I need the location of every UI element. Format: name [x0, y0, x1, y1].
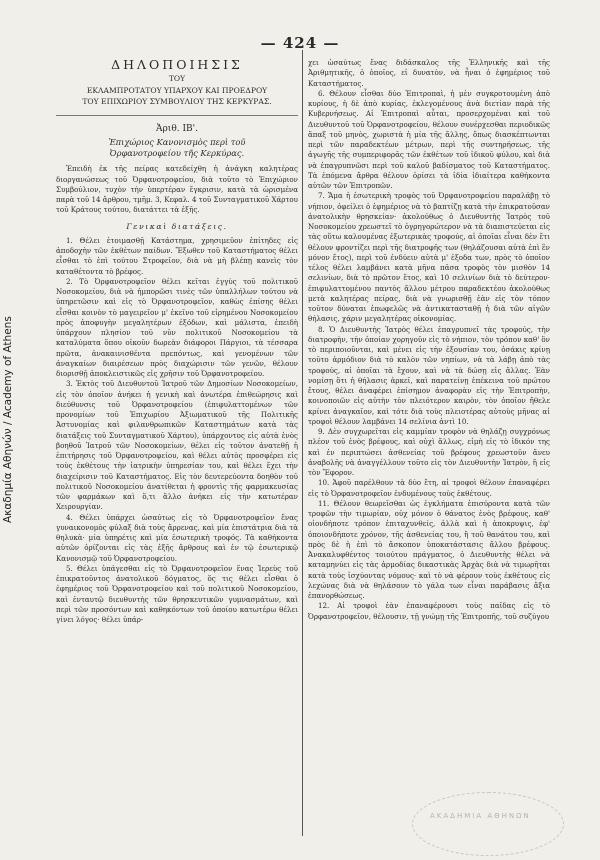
paragraph: 2. Τὸ Ὀρφανοτροφεῖον θέλει κεῖται ἐγγὺς τοῦ πολιτικοῦ Νοσοκομείου, διὰ νὰ ἠμπορῶσι τινὲς τῶν ὑπαλλήλων τούτου νὰ ὑπηρετῶσιν καὶ εἰς τὸ Ὀρφανοτροφεῖον, καθὼς ἐπίσης θέλει εἶσθαι κοινὸν τὸ μαγειρεῖον μ' ἐκεῖνο τοῦ εἰρημένου Νοσοκομείου πρὸς ἀποφυγὴν μεγαλητέρων ἐξόδων, καὶ μάλιστα, ἐπειδὴ ὑπάρχουν πλησίον τοῦ νῦν πολιτικοῦ Νοσοκομείου τὰ καταλύματα ὅπου οἰκοῦν δωρεὰν διάφοροι Πάργιοι, τὰ τέσσαρα πρῶτα, ἀνακαινισθέντα πρεπόντως, καὶ γενομένων τῶν ἀναγκαίων διαιρέσεων πρὸς διαχώρισιν τῶν γενῶν, θέλουν διορισθῇ ἀποκλειστικῶς εἰς χρῆσιν τοῦ Ὀρφανοτροφείου.	[56, 276, 298, 378]
column-divider	[302, 50, 303, 836]
title-line-3: ΤΟΥ ΕΠΙΧΩΡΙΟΥ ΣΥΜΒΟΥΛΙΟΥ ΤΗΣ ΚΕΡΚΥΡΑΣ.	[82, 96, 272, 106]
paragraph: 9. Δὲν συγχωρεῖται εἰς καμμίαν τροφὸν νὰ θηλάζῃ συγχρόνως πλέον τοῦ ἑνὸς βρέφους, καὶ οὐχὶ ἄλλως, εἰμὴ εἰς τὸ ἰδικόν της καὶ ἐν περιπτώσει ἀσθενείας τοῦ βρέφους χρεωστοῦν ἄνευ ἀναβολῆς νὰ ἀναγγέλλουν τοῦτο εἰς τὸν Διευθυντὴν Ἰατρὸν, ἢ εἰς τὸν Ἔφορον.	[308, 427, 550, 477]
regulation-title: Ἐπιχώριος Κανονισμὸς περὶ τοῦ Ὀρφανοτροφείου τῆς Κερκύρας.	[108, 137, 246, 158]
paragraph: 6. Θέλουν εἶσθαι δύο Ἐπιτροπαὶ, ἡ μὲν συγκροτουμένη ἀπὸ κυρίους, ἡ δὲ ἀπὸ κυρίας, ἐκλεγομένους ἀνὰ διετίαν παρὰ τῆς Κυβερνήσεως. Αἱ Ἐπιτροπαὶ αὗται, προσερχομέναι καὶ τοῦ Διευθυντοῦ τοῦ Ὀρφανοτροφείου, θέλουν συνέρχεσθαι περιοδικῶς ἅπαξ τοῦ μηνὸς, χωριστὰ ἡ μία τῆς ἄλλης, ὅπως διασκέπτωνται περὶ τῶν παραδεκτέων μέτρων, περὶ τῆς συντηρήσεως, τῆς ἀγωγῆς τῆς συμπεριφορᾶς τῶν ἐκθέτων τοῦ ἰδικοῦ φύλου, καὶ διὰ νὰ ἐπαγρυπνῶσι περὶ τοῦ καλοῦ βαδίσματος τοῦ Καταστήματος. Τὰ ἑπόμενα ἄρθρα θέλουν ὁρίσει τὰ ἰδία ἰδιαίτερα καθήκοντα αὐτῶν τῶν Ἐπιτροπῶν.	[308, 88, 550, 190]
paragraph: 12. Αἱ τροφοὶ ἐὰν ἐπαναφέρουσι τοὺς παῖδας εἰς τὸ Ὀρφανοτροφεῖον, θέλουσιν, τῇ γνώμῃ τῆς Ἐπιτροπῆς, τοῦ συζύγου	[308, 601, 550, 621]
paragraph: 1. Θέλει ἑτοιμασθῇ Κατάστημα, χρησιμεῦον ἐπίτηδες εἰς ἀποδοχὴν τῶν ἐκθέτων παίδων. Ἔξωθεν τοῦ Καταστήματος θέλει εἶσθαι τὸ ἐπὶ τούτου Στροφεῖον, διὰ νὰ μὴ βλέπῃ κανεὶς τὸν καταθέτοντα τὸ βρέφος.	[56, 235, 298, 276]
document-number: Ἀριθ. ΙΒ'.	[156, 124, 198, 134]
paragraph: χει ὡσαύτως ἕνας διδάσκαλος τῆς Ἑλληνικῆς καὶ τῆς Ἀριθμητικῆς, ὁ ὁποῖος, εἰ δυνατὸν, νὰ ἦναι ὁ ἐφημέριος τοῦ Καταστήματος.	[308, 58, 550, 88]
page-number: — 424 —	[260, 34, 340, 52]
paragraph: 8. Ὁ Διευθυντὴς Ἰατρὸς θέλει ἐπαγρυπνεῖ τὰς τροφούς, τὴν διατροφὴν, τὴν ὁποίαν χορηγοῦν εἰς τὸ νήπιον, τὸν τρόπον καθ' ὃν τὸ περιποιοῦνται, καὶ μένει εἰς τὴν ἐξουσίαν του, ὁσάκις κρίνῃ τοῦτο ἁρμόδιον διὰ τὸ καλὸν τῶν νηπίων, νὰ τὰ λάβῃ ἀπὸ τὰς τροφούς, αἱ ὁποῖαι τὰ ἔχουν, καὶ νὰ τὰ δώσῃ εἰς ἄλλας. Ἐὰν νομίσῃ ὅτι ἡ θήλασις ἀρκεῖ, καὶ παρατείνῃ ἐπέκεινα τοῦ πρώτου ἔτους, θέλει ἀναφέρει ἐπίσημον ἀναφορὰν εἰς τὴν Ἐπιτροπὴν, κοινοποιῶν εἰς αὐτὴν τὸν πλειότερον καιρὸν, τὸν ὁποῖον ἤθελε κρίνει ἀναγκαῖον, καὶ τότε διὰ τοὺς πλειοτέρας αὐτοὺς μῆνας αἱ τροφοὶ θέλουν λαμβάνει 14 σελίνια ἀντὶ 10.	[308, 324, 550, 426]
archive-sidebar-label: Ακαδημία Αθηνών / Academy of Athens	[2, 316, 14, 524]
left-paragraphs	[56, 236, 298, 626]
paragraph: 7. Ἅμα ἡ ἐσωτερικὴ τροφὸς τοῦ Ὀρφανοτροφείου παραλάβῃ τὸ νήπιον, ὀφείλει ὁ ἐφημέριος νὰ τὸ βαπτίζῃ κατὰ τὴν ἐπικρατοῦσαν ἀνατολικὴν θρησκείαν· ἀκολούθως ὁ Διευθυντὴς Ἰατρὸς τοῦ Νοσοκομείου χρεωστεῖ τὸ ὀγρηγορώτερον νὰ τὰ διαπιστεύεται εἰς τὰς οὕτω καλουμένας ἐξωτερικὰς τροφούς, αἱ ὁποῖαι εἶναι δὲν ἔτι θέλουν φροντίζει περὶ τῆς διατροφῆς των (θηλάζουσαι αὐτὰ ἐπὶ ἓν μόνον ἔτος), περὶ τοῦ ἐνδύειν αὐτὰ μ' ἐξοδα των, πρὸς τὸ ὁποῖον τέλος θέλει λαμβάνει κατὰ μῆνα πᾶσα τροφὸς τὸν μισθὸν 14 σελινίων, διὰ τὸ πρῶτον ἔτος, καὶ 10 σελινίων διὰ τὸ δεύτερον· ἐπιφυλαττομένου παντὸς ἄλλου μέτρου παραδεκτέου ἀκολούθως μετὰ καλητέρας πείρας, διὰ νὰ γνωρισθῇ ἐὰν εἰς τὸν τόπον τοῦτον δύναται ἐπωφελῶς νὰ ἀντικατασταθῇ ἡ διὰ τῶν αἰγῶν θήλασις, χάριν μεγαλητέρας οἰκονομίας.	[308, 191, 550, 324]
paragraph: 10. Ἀφοῦ παρέλθουν τὰ δύο ἔτη, αἱ τροφοὶ θέλουν ἐπαναφέρει εἰς τὸ Ὀρφανοτροφεῖον ἐνδυμένους τοὺς ἐκθέτους.	[308, 478, 550, 498]
title-line-1: ΤΟΥ	[168, 74, 186, 84]
stamp-text: ΑΚΑΔΗΜΙΑ ΑΘΗΝΩΝ	[430, 812, 531, 820]
document-title: ΔΗΛΟΠΟΙΗΣΙΣ	[111, 58, 243, 72]
paragraph: 5. Θέλει ὑπάγεσθαι εἰς τὸ Ὀρφανοτροφεῖον ἕνας Ἱερεὺς τοῦ ἐπικρατοῦντος ἀνατολικοῦ δόγματος, ὅς τις θέλει εἶσθαι ὁ ἐφημέριος τοῦ Ὀρφανοτροφείου καὶ τοῦ πολιτικοῦ Νοσοκομείου, καὶ ἐνταυτῷ διευθυντὴς τῶν θρησκευτικῶν γυμνασμάτων, καὶ περὶ τῶν προσόντων καὶ καθηκόντων τοῦ ὁποίου κατωτέρω θέλει γίνει λόγος· θέλει ὑπάρ-	[56, 563, 298, 624]
paragraph: 4. Θέλει ὑπάρχει ὡσαύτως εἰς τὸ Ὀρφανοτροφεῖον ἕνας γυναικονομὸς φύλαξ διὰ τοὺς ἄρρενας, καὶ μία ἐπιστάτρια διὰ τὰ θηλυκὰ· μία ὑπηρέτις καὶ μία ἐσωτερικὴ τροφός. Τὰ καθήκοντα αὐτῶν ὁρίζονται εἰς τὰς ἑξῆς ἄρθρους καὶ ἐν τῷ ἐσωτερικῷ Κανονισμῷ τοῦ Ὀρφανοτροφείου.	[56, 512, 298, 563]
left-column	[56, 58, 298, 838]
title-line-2: ΕΚΛΑΜΠΡΟΤΑΤΟΥ ΥΠΑΡΧΟΥ ΚΑΙ ΠΡΟΕΔΡΟΥ	[86, 85, 268, 95]
header-divider	[56, 115, 298, 116]
general-provisions-heading: Γενικαὶ διατάξεις.	[126, 221, 228, 231]
paragraph: 3. Ἐκτὸς τοῦ Διευθυντοῦ Ἰατροῦ τῶν Δημοσίων Νοσοκομείων, εἰς τὸν ὁποῖον ἀνήκει ἡ γενικὴ καὶ ἀνωτέρα ἐπιθεώρησις καὶ διεύθυνσις τοῦ Ὀρφανοτροφείου (ἐπιφυλαττομένων τῶν προνομίων τοῦ Ἐπιχωρίου Ἀξιωματικοῦ τῆς Πολιτικῆς Ἀστυνομίας καὶ φιλανθρωπικῶν Καταστημάτων κατὰ τὰς διατάξεις τοῦ Συνταγματικοῦ Χάρτου), ὑπάρχοντος εἰς αὐτὰ ἑνὸς βοηθοῦ Ἰατροῦ τῶν Νοσοκομείων, θέλει εἰς τοῦτον ἀνατεθῇ ἡ ἐπιτήρησις τοῦ Ὀρφανοτροφείου, καὶ θέλει αὐτὸς προσφέρει εἰς τοὺς ἐκθέτους τὴν ἰατρικὴν ὑπηρεσίαν του, καὶ θέλει ἔχει τὴν διαχείρισιν τοῦ Καταστήματος. Εἰς τὸν δευτερεύοντα δοηθὸν τοῦ πολιτικοῦ Νοσοκομείου ἀνατίθεται ἡ φροντὶς τῆς φαρμακευσίας τῶν φαρμάκων καὶ ὅ,τι ἄλλο ἀνήκει εἰς τὴν κατωτέραν Χειρουργίαν.	[56, 379, 298, 512]
paragraph: 11. Θέλουν θεωρεῖσθαι ὡς ἐγκλήματα ἐπισύροντα κατὰ τῶν τροφῶν τὴν τιμωρίαν, οὐχ μόνον ὁ θάνατος ἑνὸς βρέφους, καθ' οἱονδήποτε τρόπον ἐπιταχυνθείς, ἀλλὰ καὶ ἡ ἀποκρυψις, ἐφ' ὁποιονδήποτε χρόνον, τῆς ἀσθενείας του, ἢ τοῦ θανάτου του, καὶ πρὸς δὲ ἡ ἐπὶ τὸ ἄσκοπον ὑποκατάστασις ἄλλου βρέφους. Ἀνακαλυφθέντος τοιούτου πράγματος, ὁ Διευθυντὴς θέλει νὰ καταμηνύει εἰς τὰς ἁρμοδίας δικαστικὰς Ἀρχὰς διὰ νὰ τιμωρῆται κατὰ τοὺς ἰσχύοντας νόμους· καὶ τὸ νὰ φέρουν τοὺς ἐκθέτους εἰς λεχώνας διὰ νὰ θηλάσουν τὸ γάλα των εἶναι παράβασις ἄξια ἐπανορθώσεως.	[308, 498, 550, 600]
right-paragraphs	[308, 58, 550, 622]
intro-paragraph: Ἐπειδὴ ἐκ τῆς πείρας κατεδείχθη ἡ ἀνάγκη καλητέρας διοργανώσεως τοῦ Ὀρφανοτροφείου, διὰ τοῦτο τὸ Ἐπιχώριον Συμβούλιον, τυχὸν τὴν ὑπερτέραν ἔγκρισιν, κατὰ τὰ ὡρισμένα παρὰ τοῦ 14 ἄρθρου, τμῆμ. 3, Κεφαλ. 4 τοῦ Συνταγματικοῦ Χάρτου τοῦ Κράτους τούτου, διατάττει τὰ ἑξῆς.	[56, 164, 298, 215]
library-stamp	[412, 792, 564, 856]
right-column	[308, 58, 550, 838]
